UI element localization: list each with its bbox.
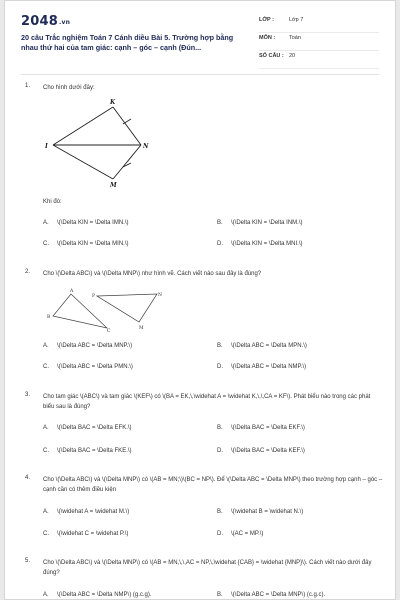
meta-value: 20 xyxy=(289,53,296,59)
meta-key: MÔN : xyxy=(259,35,276,41)
question-text: Cho \(\Delta ABC\) và \(\Delta MNP\) như hình vẽ. Cách viết nào sau đây là đúng? xyxy=(43,271,262,277)
option-letter: A. xyxy=(43,220,49,226)
meta-value: Lớp 7 xyxy=(289,17,304,23)
option-text: \(AC = MP.\) xyxy=(231,531,264,537)
question-text: Cho hình dưới đây: xyxy=(43,85,95,91)
option-letter: B. xyxy=(217,509,223,515)
logo-text: 2048 xyxy=(21,14,58,29)
question-text: Cho tam giác \(ABC\) và tam giác \(KEF\) có \(BA = EK,\,\widehat A = \widehat K,\,\,CA = KF\). Phát biểu nào trong các phát biểu sau là đúng? xyxy=(43,394,371,410)
option-letter: B. xyxy=(217,220,223,226)
question-number: 5. xyxy=(25,558,31,564)
label-i: I xyxy=(45,143,48,150)
option-letter: D. xyxy=(217,531,223,537)
option-text: \(\Delta ABC = \Delta MNP.\) xyxy=(57,343,133,349)
label-b: B xyxy=(47,315,51,320)
question-text: Cho \(\Delta ABC\) và \(\Delta MNP\) có \(AB = MN,\,\,AC = NP,\,\widehat {CAB} = \widehat {MNP}\). Cách viết nào dưới đây đúng? xyxy=(43,560,372,576)
option-letter: A. xyxy=(43,592,49,598)
option-letter: D. xyxy=(217,241,223,247)
option-text: \(\Delta KIN = \Delta IMN.\) xyxy=(57,220,129,226)
figure-q1-kite xyxy=(41,97,171,191)
option-letter: D. xyxy=(217,448,223,454)
option-text: \(\Delta BAC = \Delta EFK.\) xyxy=(57,425,132,431)
question-number: 1. xyxy=(25,83,31,89)
option-text: \(\Delta BAC = \Delta FKE.\) xyxy=(57,448,132,454)
label-k: K xyxy=(110,99,116,106)
worksheet-page xyxy=(4,0,396,600)
meta-key: LỚP : xyxy=(259,17,274,23)
option-letter: B. xyxy=(217,592,223,598)
option-letter: A. xyxy=(43,425,49,431)
worksheet-meta xyxy=(259,17,379,69)
option-letter: B. xyxy=(217,425,223,431)
question-number: 2. xyxy=(25,269,31,275)
question-number: 3. xyxy=(25,392,31,398)
option-letter: C. xyxy=(43,241,49,247)
option-text: \(\Delta ABC = \Delta NMP.\) xyxy=(231,364,307,370)
option-text: \(\Delta KIN = \Delta MIN.\) xyxy=(57,241,129,247)
option-letter: C. xyxy=(43,448,49,454)
label-m: M xyxy=(110,182,117,189)
label-p: P xyxy=(92,294,96,299)
option-letter: C. xyxy=(43,364,49,370)
label-c: C xyxy=(107,329,111,332)
question-text: Cho \(\Delta ABC\) và \(\Delta MNP\) có \(AB = MN;\)\(BC = NP\). Để \(\Delta ABC = \Delta MNP\) theo trường hợp cạnh – góc – cạnh cần có thêm điều kiện xyxy=(43,477,383,493)
option-text: \(\Delta ABC = \Delta MNP\) (c.g.c). xyxy=(231,592,326,598)
option-text: \(\widehat B = \widehat N.\) xyxy=(231,509,304,515)
option-text: \(\Delta KIN = \Delta INM.\) xyxy=(231,220,303,226)
site-logo[interactable] xyxy=(21,14,70,29)
worksheet-title: 20 câu Trắc nghiệm Toán 7 Cánh diều Bài 5. Trường hợp bằng nhau thứ hai của tam giác: cạnh – góc – cạnh (Đún... xyxy=(21,33,234,52)
question-number: 4. xyxy=(25,475,31,481)
meta-value: Toán xyxy=(289,35,301,41)
option-text: \(\widehat A = \widehat M.\) xyxy=(57,509,130,515)
logo-suffix: .vn xyxy=(58,19,71,26)
question-subtext: Khi đó: xyxy=(43,199,62,205)
option-letter: A. xyxy=(43,343,49,349)
meta-row-count xyxy=(259,53,379,69)
label-m: M xyxy=(139,326,144,331)
segment-mi xyxy=(53,145,113,179)
meta-row-class xyxy=(259,17,379,33)
segment-nm xyxy=(113,145,141,179)
label-n: N xyxy=(143,143,149,150)
label-n: N xyxy=(158,293,162,298)
option-text: \(\Delta ABC = \Delta MPN.\) xyxy=(231,343,307,349)
option-letter: A. xyxy=(43,509,49,515)
figure-q2-triangles xyxy=(45,286,175,332)
header-divider xyxy=(21,74,379,75)
option-letter: B. xyxy=(217,343,223,349)
triangle-abc xyxy=(53,294,107,328)
meta-row-subject xyxy=(259,35,379,51)
label-a: A xyxy=(70,289,74,294)
worksheet-header xyxy=(5,1,395,76)
triangle-pnm xyxy=(97,294,157,322)
option-letter: C. xyxy=(43,531,49,537)
option-text: \(\Delta KIN = \Delta MNI.\) xyxy=(231,241,303,247)
meta-key: SỐ CÂU : xyxy=(259,53,284,59)
option-text: \(\Delta BAC = \Delta KEF.\) xyxy=(231,448,305,454)
option-text: \(\widehat C = \widehat P.\) xyxy=(57,531,129,537)
segment-kn xyxy=(113,107,141,145)
option-letter: D. xyxy=(217,364,223,370)
option-text: \(\Delta BAC = \Delta EKF.\) xyxy=(231,425,305,431)
option-text: \(\Delta ABC = \Delta PMN.\) xyxy=(57,364,133,370)
option-text: \(\Delta ABC = \Delta NMP\) (g.c.g). xyxy=(57,592,152,598)
segment-ik xyxy=(53,107,113,145)
